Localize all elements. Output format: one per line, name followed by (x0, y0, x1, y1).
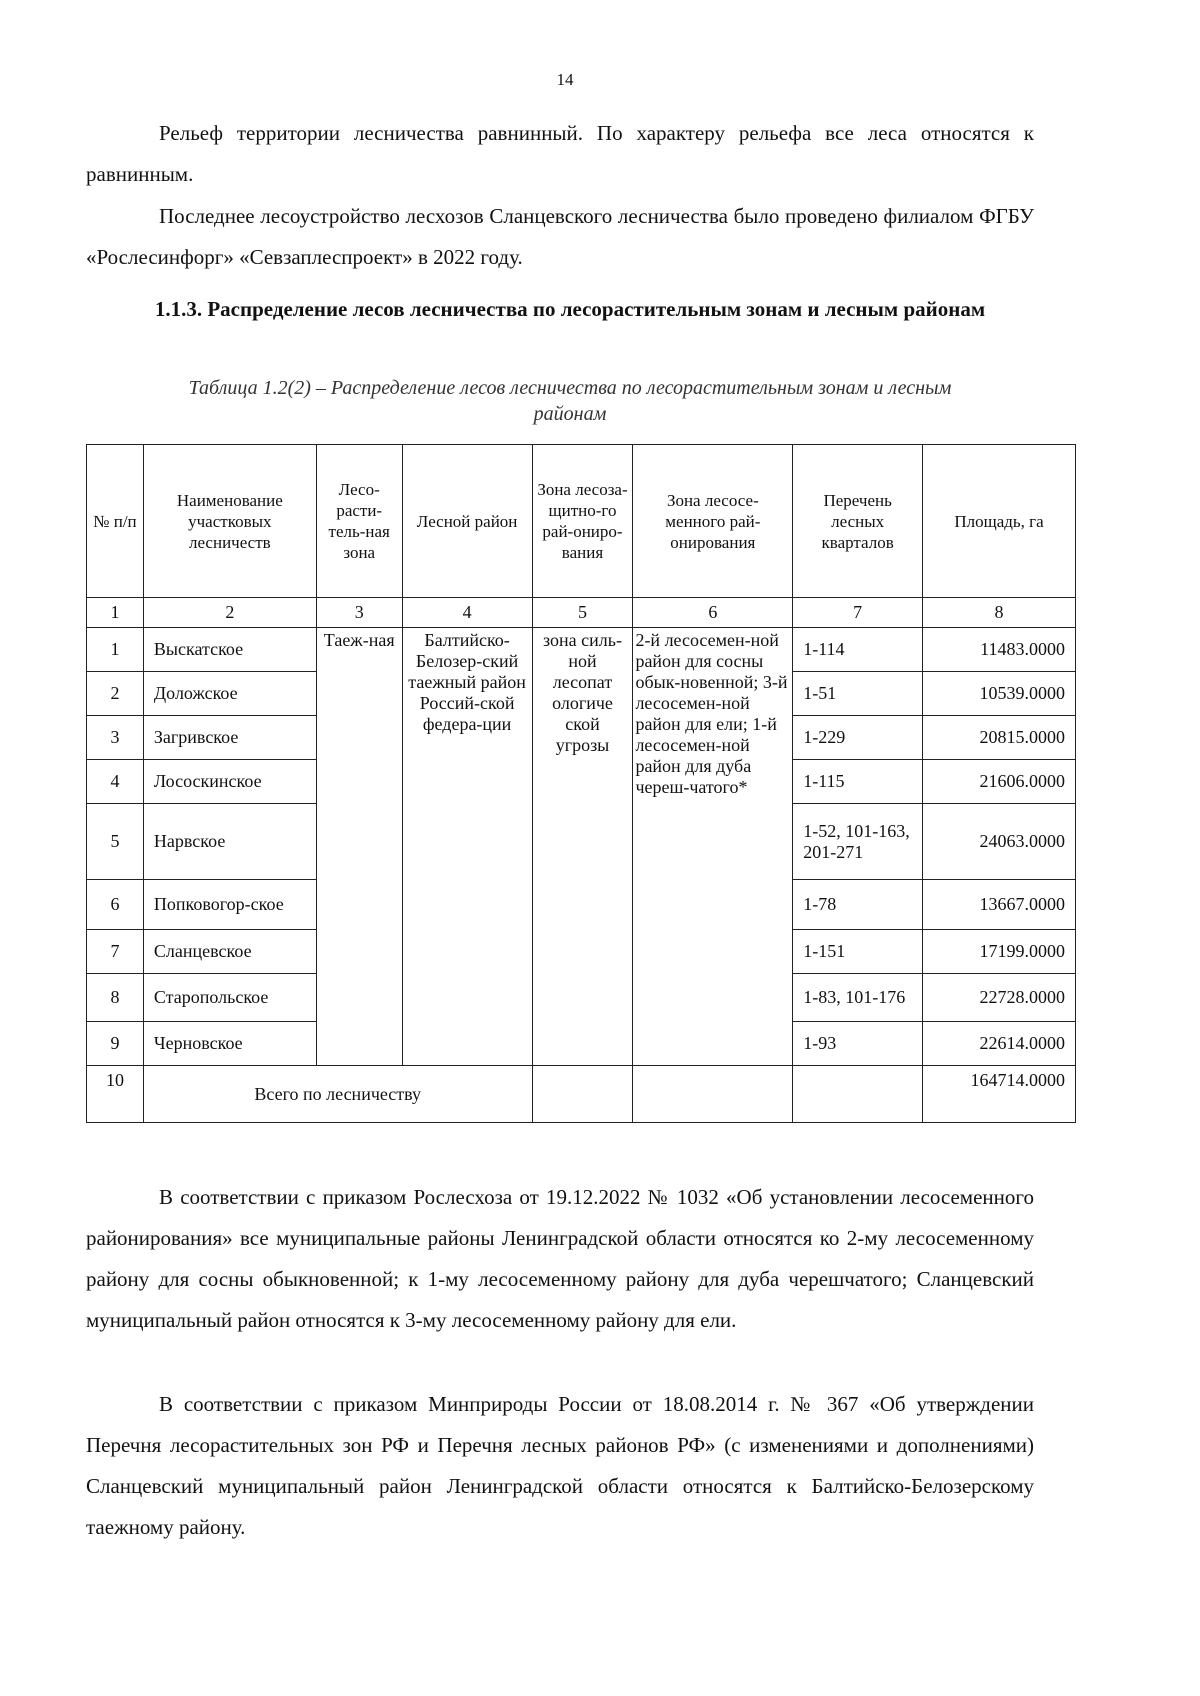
table-row (87, 628, 1076, 672)
forest-district: Балтийско-Белозер-ский таежный район Россий-ской федера-ции (402, 628, 532, 1066)
row-number: 9 (87, 1022, 144, 1066)
column-number-row (87, 598, 1076, 628)
quarters: 1-51 (793, 672, 923, 716)
area: 21606.0000 (923, 760, 1076, 804)
column-number: 3 (316, 598, 402, 628)
quarters: 1-83, 101-176 (793, 974, 923, 1022)
area: 17199.0000 (923, 930, 1076, 974)
header-cell: Лесной район (402, 445, 532, 598)
area: 24063.0000 (923, 804, 1076, 880)
column-number: 5 (532, 598, 633, 628)
column-number: 4 (402, 598, 532, 628)
row-number: 3 (87, 716, 144, 760)
row-number: 4 (87, 760, 144, 804)
quarters: 1-78 (793, 880, 923, 930)
table-header-row (87, 445, 1076, 598)
header-cell: Наименование участковых лесничеств (143, 445, 316, 598)
header-cell: Площадь, га (923, 445, 1076, 598)
forestry-name: Лососкинское (143, 760, 316, 804)
table-caption: Таблица 1.2(2) – Распределение лесов лесничества по лесорастительным зонам и лесным районам (188, 377, 952, 425)
quarters: 1-93 (793, 1022, 923, 1066)
paragraph-relief: Рельеф территории лесничества равнинный. По характеру рельефа все леса относятся к равнинным. (86, 121, 1034, 186)
forestry-name: Сланцевское (143, 930, 316, 974)
row-number: 2 (87, 672, 144, 716)
header-cell: Перечень лесных кварталов (793, 445, 923, 598)
column-number: 8 (923, 598, 1076, 628)
forest-distribution-table (86, 444, 1076, 1123)
quarters: 1-229 (793, 716, 923, 760)
header-cell: № п/п (87, 445, 144, 598)
header-cell: Зона лесосе-менного рай-онирования (633, 445, 793, 598)
total-label: Всего по лесничеству (143, 1066, 532, 1123)
section-heading: 1.1.3. Распределение лесов лесничества по лесорастительным зонам и лесным районам (154, 297, 986, 321)
area: 13667.0000 (923, 880, 1076, 930)
empty-cell (793, 1066, 923, 1123)
vegetation-zone: Таеж-ная (316, 628, 402, 1066)
header-cell: Лесо-расти-тель-ная зона (316, 445, 402, 598)
area: 22728.0000 (923, 974, 1076, 1022)
column-number: 6 (633, 598, 793, 628)
row-number: 7 (87, 930, 144, 974)
total-area: 164714.0000 (923, 1066, 1076, 1123)
header-cell: Зона лесоза-щитно-го рай-ониро-вания (532, 445, 633, 598)
forestry-name: Старопольское (143, 974, 316, 1022)
forestry-name: Доложское (143, 672, 316, 716)
paragraph-forest-district: В соответствии с приказом Минприроды России от 18.08.2014 г. № 367 «Об утверждении Перечня лесорастительных зон РФ и Перечня лесных районов РФ» (с изменениями и дополнениями) Сланцевский муниципальный район Ленинградской области относятся к Балтийско-Белозерскому таежному району. (86, 1392, 1034, 1539)
area: 20815.0000 (923, 716, 1076, 760)
quarters: 1-114 (793, 628, 923, 672)
forestry-name: Выскатское (143, 628, 316, 672)
forestry-name: Загривское (143, 716, 316, 760)
quarters: 1-52, 101-163, 201-271 (793, 804, 923, 880)
row-number: 6 (87, 880, 144, 930)
row-number: 1 (87, 628, 144, 672)
paragraph-seed-zoning: В соответствии с приказом Рослесхоза от 19.12.2022 № 1032 «Об установлении лесосеменного районирования» все муниципальные районы Ленинградской области относятся ко 2-му лесосеменному району для сосны обыкновенной; к 1-му лесосеменному району для дуба черешчатого; Сланцевский муниципальный район относятся к 3-му лесосеменному району для ели. (86, 1185, 1034, 1332)
column-number: 2 (143, 598, 316, 628)
protection-zone: зона силь-ной лесопат ологиче ской угрозы (532, 628, 633, 1066)
empty-cell (633, 1066, 793, 1123)
area: 10539.0000 (923, 672, 1076, 716)
seed-zone: 2-й лесосемен-ной район для сосны обык-новенной; 3-й лесосемен-ной район для ели; 1-й лесосемен-ной район для дуба череш-чатого* (633, 628, 793, 1066)
quarters: 1-151 (793, 930, 923, 974)
row-number: 5 (87, 804, 144, 880)
table-total-row (87, 1066, 1076, 1123)
area: 11483.0000 (923, 628, 1076, 672)
quarters: 1-115 (793, 760, 923, 804)
row-number: 8 (87, 974, 144, 1022)
forestry-name: Попковогор-ское (143, 880, 316, 930)
column-number: 7 (793, 598, 923, 628)
area: 22614.0000 (923, 1022, 1076, 1066)
row-number: 10 (87, 1066, 144, 1123)
forestry-name: Черновское (143, 1022, 316, 1066)
paragraph-forest-inventory: Последнее лесоустройство лесхозов Сланцевского лесничества было проведено филиалом ФГБУ «Рослесинфорг» «Севзаплеспроект» в 2022 году. (86, 204, 1034, 269)
forestry-name: Нарвское (143, 804, 316, 880)
empty-cell (532, 1066, 633, 1123)
page-number: 14 (556, 70, 574, 89)
column-number: 1 (87, 598, 144, 628)
